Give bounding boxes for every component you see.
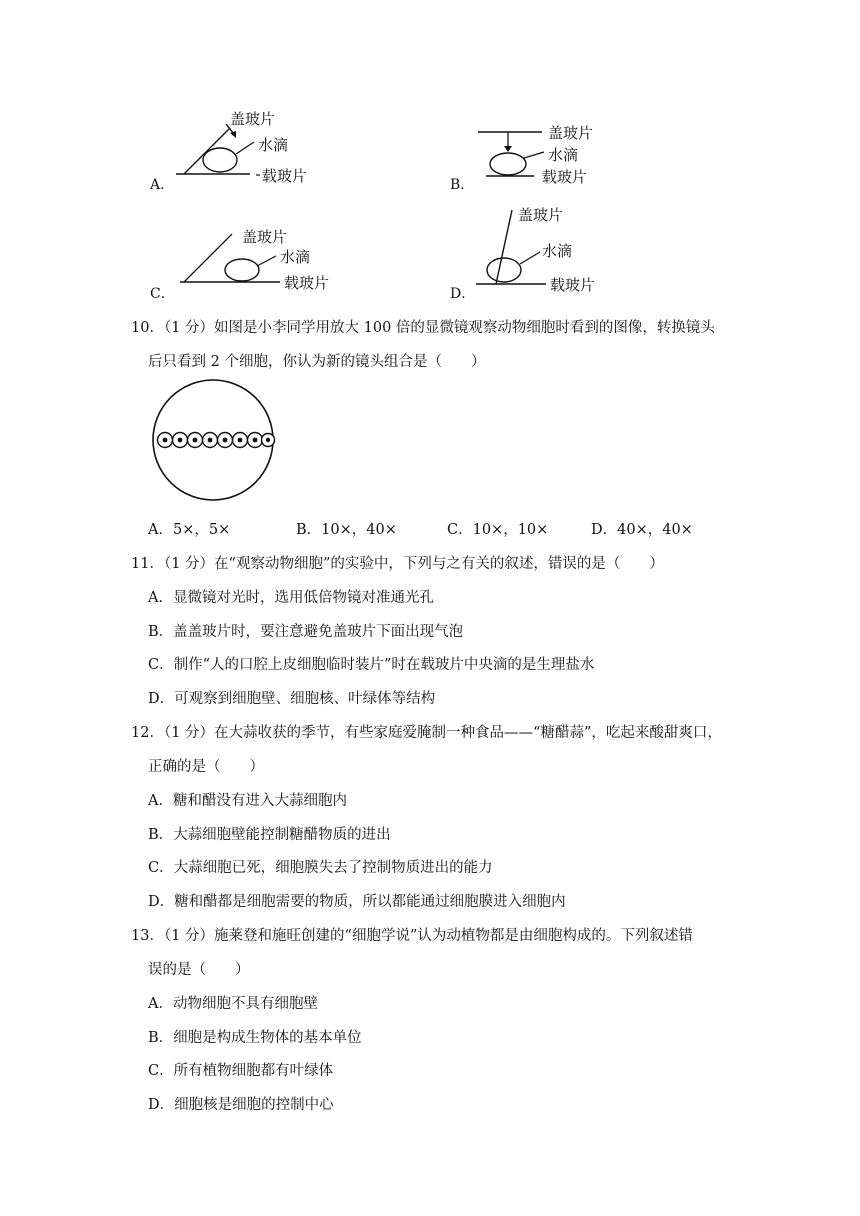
cover-line <box>496 210 512 284</box>
q10-option-d[interactable]: D．40×，40× <box>591 522 693 538</box>
arrow-head-icon <box>230 131 236 138</box>
q11-option-b[interactable]: B．盖盖玻片时，要注意避免盖玻片下面出现气泡 <box>148 624 464 640</box>
cell <box>203 433 218 448</box>
water-drop <box>225 259 259 281</box>
label-cover: 盖玻片 <box>518 206 564 224</box>
water-drop <box>490 153 526 175</box>
label-cover: 盖玻片 <box>230 110 276 128</box>
q13-option-d[interactable]: D．细胞核是细胞的控制中心 <box>148 1097 334 1113</box>
q9-figure-b <box>470 118 610 190</box>
q10-option-a[interactable]: A．5×，5× <box>148 522 231 538</box>
q11-stem: 11．（1 分）在“观察动物细胞”的实验中，下列与之有关的叙述，错误的是（ ） <box>131 556 664 572</box>
cover-line <box>184 234 232 282</box>
cell <box>248 433 263 448</box>
q13-option-a[interactable]: A．动物细胞不具有细胞壁 <box>148 996 318 1012</box>
label-cover: 盖玻片 <box>242 228 288 246</box>
water-drop <box>203 148 237 172</box>
q11-option-a[interactable]: A．显微镜对光时，选用低倍物镜对准通光孔 <box>148 590 434 606</box>
q12-option-c[interactable]: C．大蒜细胞已死，细胞膜失去了控制物质进出的能力 <box>148 860 493 876</box>
cell <box>158 433 173 448</box>
cell <box>188 433 203 448</box>
q11-option-d[interactable]: D．可观察到细胞壁、细胞核、叶绿体等结构 <box>148 691 436 707</box>
label-water: 水滴 <box>280 248 311 266</box>
label-water: 水滴 <box>548 146 579 164</box>
q10-option-b[interactable]: B．10×，40× <box>296 522 397 538</box>
q10-stem-line1: 10．（1 分）如图是小李同学用放大 100 倍的显微镜观察动物细胞时看到的图像，转换镜头 <box>131 320 715 336</box>
label-slide: 载玻片 <box>542 168 588 186</box>
cell <box>218 433 233 448</box>
label-slide: 载玻片 <box>550 276 596 294</box>
label-slide: 载玻片 <box>284 274 330 292</box>
q9-option-c-letter[interactable]: C． <box>150 286 175 302</box>
q12-option-a[interactable]: A．糖和醋没有进入大蒜细胞内 <box>148 793 347 809</box>
cell <box>262 434 275 447</box>
q9-figure-d <box>470 200 610 298</box>
q13-option-c[interactable]: C．所有植物细胞都有叶绿体 <box>148 1063 334 1079</box>
q13-stem-line2: 误的是（ ） <box>148 962 250 978</box>
water-drop <box>487 258 521 282</box>
q10-option-c[interactable]: C．10×，10× <box>447 522 549 538</box>
label-water: 水滴 <box>542 242 573 260</box>
label-water: 水滴 <box>258 136 289 154</box>
q12-stem-line1: 12．（1 分）在大蒜收获的季节，有些家庭爱腌制一种食品——“糖醋蒜”，吃起来酸甜爽口， <box>131 725 722 741</box>
q11-option-c[interactable]: C．制作“人的口腔上皮细胞临时装片”时在载玻片中央滴的是生理盐水 <box>148 657 595 673</box>
q12-option-b[interactable]: B．大蒜细胞壁能控制糖醋物质的进出 <box>148 827 391 843</box>
microscope-field-figure <box>150 378 278 506</box>
arrow-head-icon <box>504 146 512 152</box>
q12-option-d[interactable]: D．糖和醋都是细胞需要的物质，所以都能通过细胞膜进入细胞内 <box>148 894 566 910</box>
q13-option-b[interactable]: B．细胞是构成生物体的基本单位 <box>148 1030 362 1046</box>
cell <box>173 433 188 448</box>
q9-option-d-letter[interactable]: D． <box>450 286 476 302</box>
q9-figure-a <box>170 104 330 188</box>
q13-stem-line1: 13．（1 分）施莱登和施旺创建的“细胞学说”认为动植物都是由细胞构成的。下列叙述错 <box>131 928 693 944</box>
cell-row <box>158 433 275 448</box>
cell <box>233 433 248 448</box>
q9-option-b-letter[interactable]: B． <box>450 177 475 193</box>
label-slide: 载玻片 <box>262 167 308 185</box>
label-cover: 盖玻片 <box>548 124 594 142</box>
q12-stem-line2: 正确的是（ ） <box>148 759 264 775</box>
q9-option-a-letter[interactable]: A． <box>150 177 175 193</box>
q10-stem-line2: 后只看到 2 个细胞，你认为新的镜头组合是（ ） <box>148 354 486 370</box>
q9-figure-c <box>170 222 340 298</box>
